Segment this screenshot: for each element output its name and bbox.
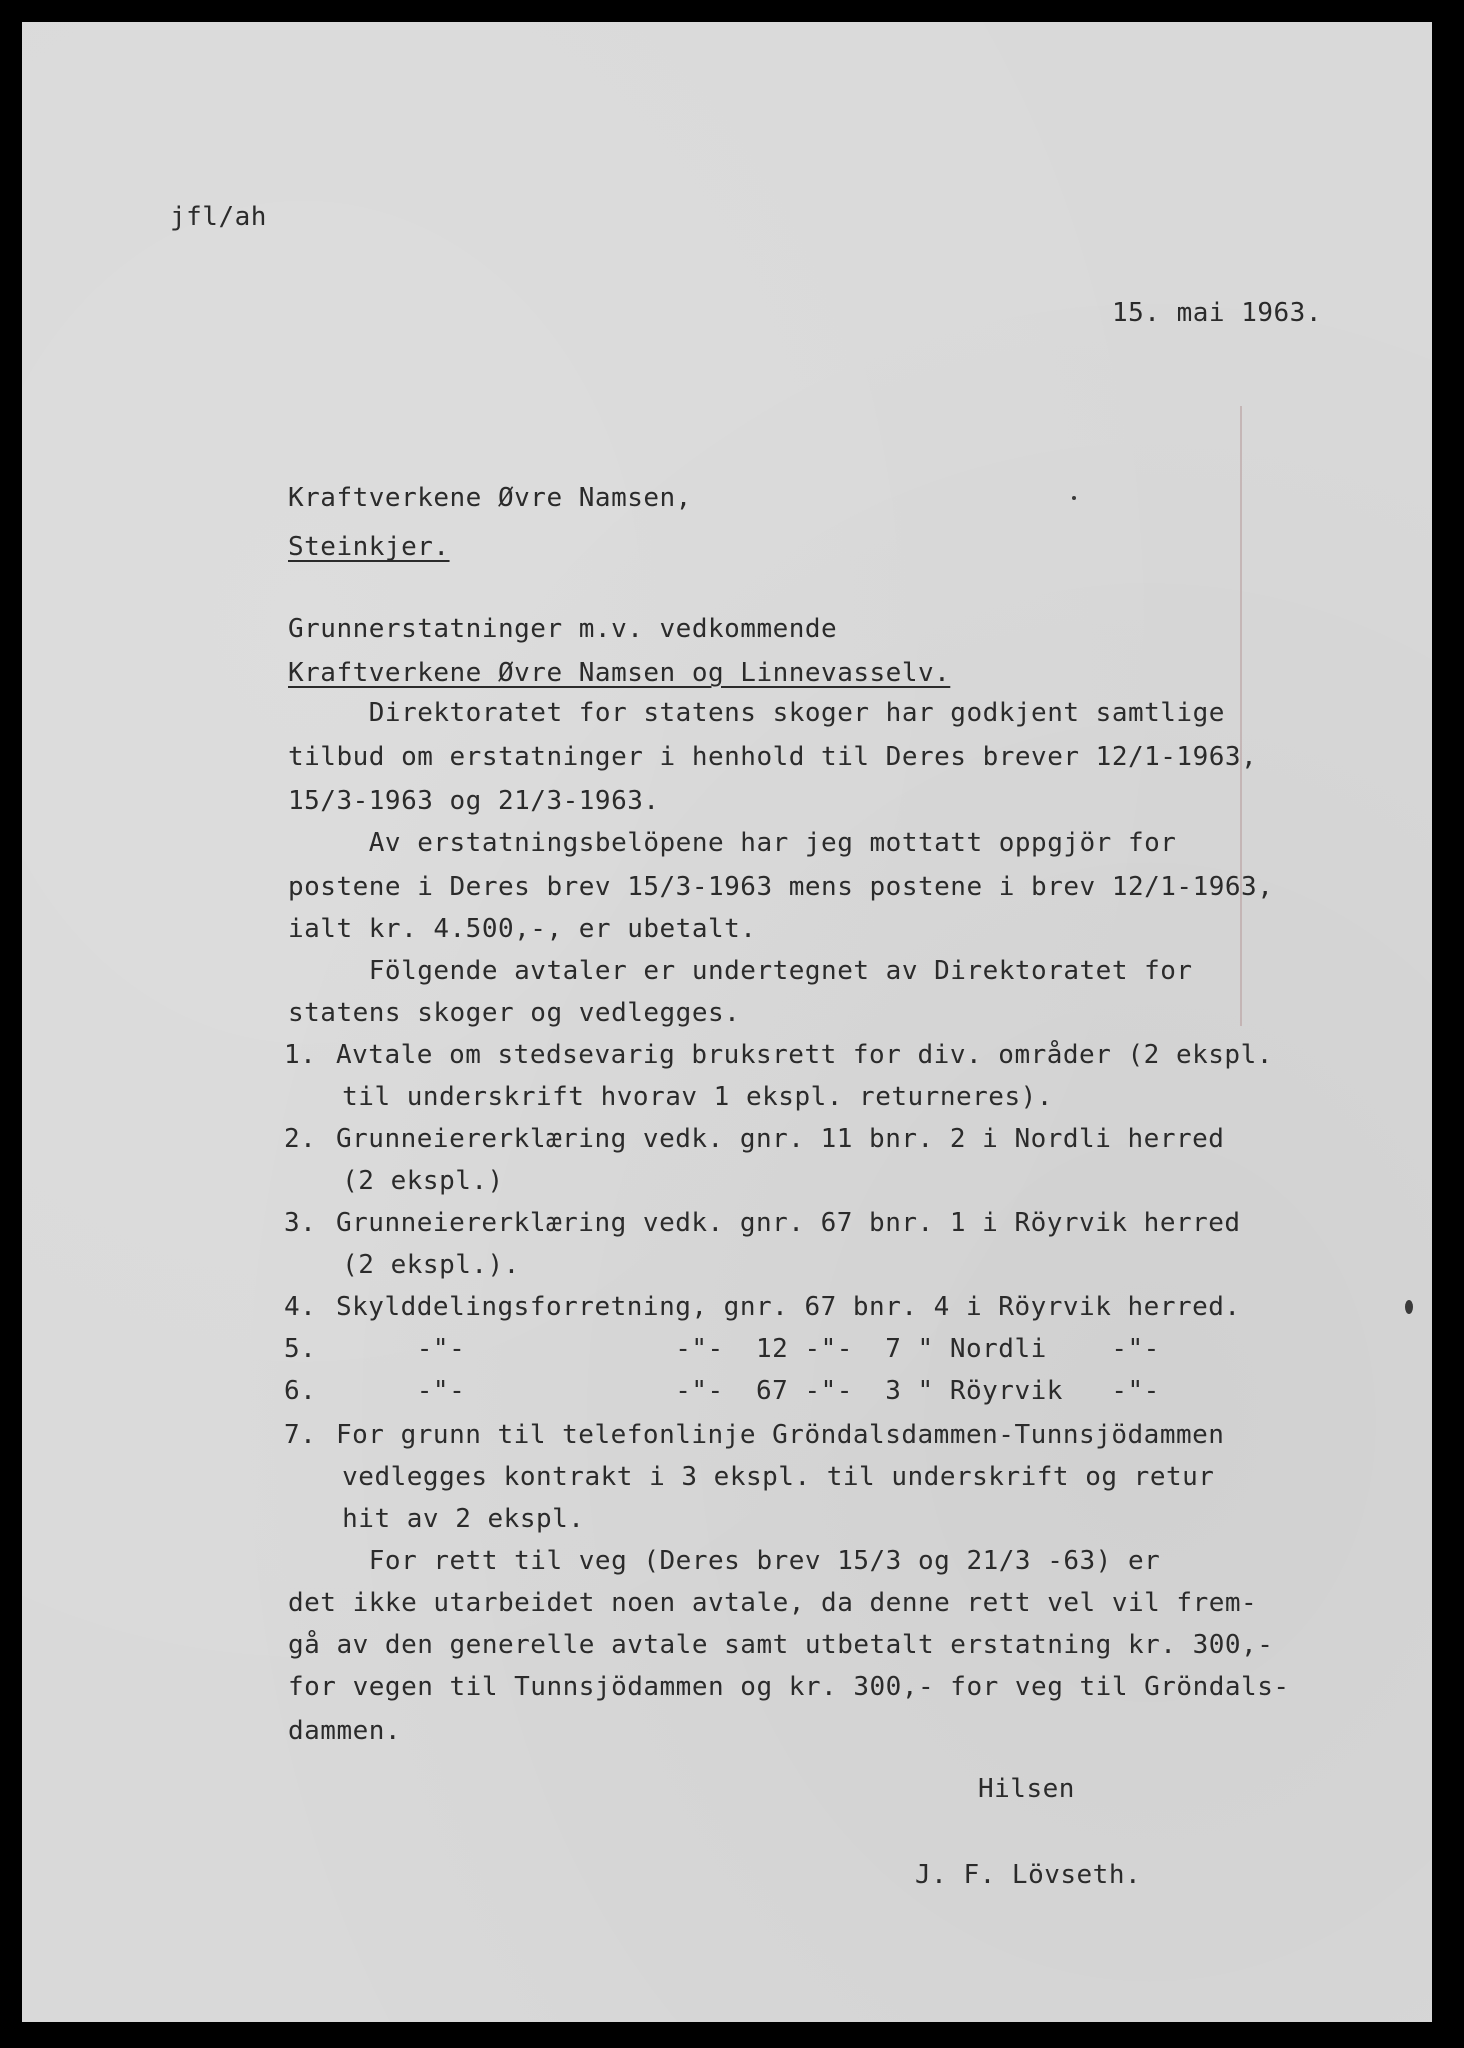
list-item-line: (2 ekspl.): [326, 1166, 504, 1196]
list-item-line: -"- -"- 67 -"- 3 " Röyrvik -"-: [336, 1376, 1160, 1406]
list-item-line: For grunn til telefonlinje Gröndalsdammen-Tunnsjödammen: [336, 1420, 1225, 1450]
paragraph-4-line-1: For rett til veg (Deres brev 15/3 og 21/3 -63) er: [288, 1546, 1161, 1576]
list-item-line: Avtale om stedsevarig bruksrett for div. områder (2 ekspl.: [336, 1040, 1273, 1070]
list-item-number: 1.: [284, 1040, 317, 1070]
list-item-number: 3.: [284, 1208, 317, 1238]
list-item-line: Skylddelingsforretning, gnr. 67 bnr. 4 i Röyrvik herred.: [336, 1292, 1241, 1322]
paragraph-3-line-2: statens skoger og vedlegges.: [288, 998, 741, 1028]
subject-line-1: Grunnerstatninger m.v. vedkommende: [288, 614, 838, 644]
paragraph-4-line-3: gå av den generelle avtale samt utbetalt erstatning kr. 300,-: [288, 1630, 1274, 1660]
paragraph-4-line-4: for vegen til Tunnsjödammen og kr. 300,- for veg til Gröndals-: [288, 1672, 1290, 1702]
paragraph-2-line-1: Av erstatningsbelöpene har jeg mottatt oppgjör for: [288, 828, 1177, 858]
margin-line: [1240, 406, 1242, 1026]
paragraph-3-line-1: Fölgende avtaler er undertegnet av Direktoratet for: [288, 956, 1193, 986]
subject-line-2: Kraftverkene Øvre Namsen og Linnevasselv.: [288, 658, 951, 688]
closing-greeting: Hilsen: [978, 1774, 1075, 1804]
list-item-line: hit av 2 ekspl.: [326, 1504, 585, 1534]
recipient-name: Kraftverkene Øvre Namsen,: [288, 483, 692, 513]
list-item-line: vedlegges kontrakt i 3 ekspl. til underskrift og retur: [326, 1462, 1215, 1492]
list-item-number: 6.: [284, 1376, 317, 1406]
list-item-line: (2 ekspl.).: [326, 1250, 520, 1280]
list-item-line: Grunneiererklæring vedk. gnr. 11 bnr. 2 i Nordli herred: [336, 1124, 1225, 1154]
paragraph-2-line-3: ialt kr. 4.500,-, er ubetalt.: [288, 914, 757, 944]
paper-speck: [1405, 1300, 1413, 1314]
paragraph-4-line-5: dammen.: [288, 1716, 402, 1746]
list-item-number: 2.: [284, 1124, 317, 1154]
paragraph-1-line-1: Direktoratet for statens skoger har godkjent samtlige: [288, 698, 1225, 728]
recipient-place: Steinkjer.: [288, 532, 450, 562]
paper-speck: [1072, 496, 1076, 500]
list-item-number: 7.: [284, 1420, 317, 1450]
list-item-number: 5.: [284, 1334, 317, 1364]
paragraph-4-line-2: det ikke utarbeidet noen avtale, da denne rett vel vil frem-: [288, 1588, 1258, 1618]
reference-initials: jfl/ah: [170, 202, 267, 232]
list-item-line: Grunneiererklæring vedk. gnr. 67 bnr. 1 i Röyrvik herred: [336, 1208, 1241, 1238]
list-item-number: 4.: [284, 1292, 317, 1322]
list-item-line: -"- -"- 12 -"- 7 " Nordli -"-: [336, 1334, 1160, 1364]
paragraph-2-line-2: postene i Deres brev 15/3-1963 mens postene i brev 12/1-1963,: [288, 872, 1274, 902]
paragraph-1-line-2: tilbud om erstatninger i henhold til Deres brever 12/1-1963,: [288, 742, 1258, 772]
signature-name: J. F. Lövseth.: [915, 1860, 1142, 1890]
list-item-line: til underskrift hvorav 1 ekspl. returneres).: [326, 1082, 1053, 1112]
paragraph-1-line-3: 15/3-1963 og 21/3-1963.: [288, 786, 660, 816]
letter-date: 15. mai 1963.: [1112, 298, 1322, 328]
